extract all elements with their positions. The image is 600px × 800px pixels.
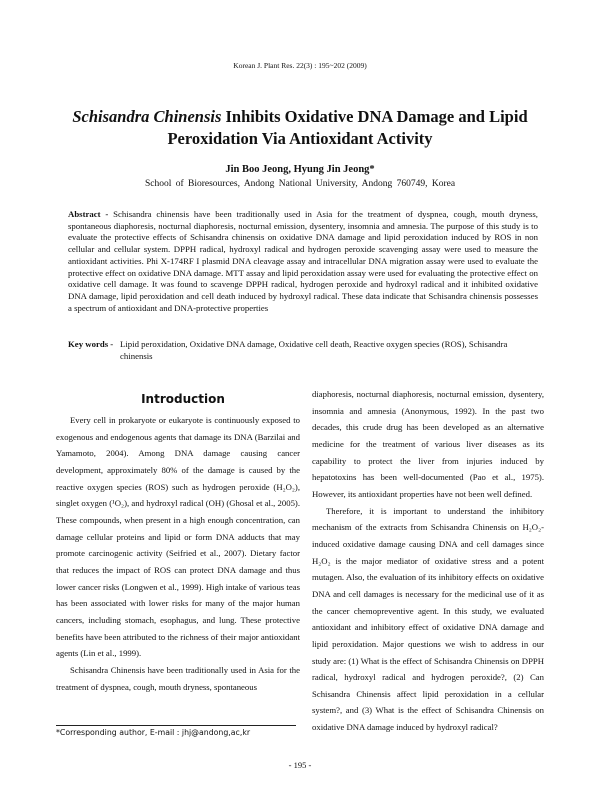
right-column — [312, 386, 544, 736]
left-paragraph: Every cell in prokaryote or eukaryote is continuously exposed to exogenous and endogenous agents that damage its DNA (Barzilai and Yamamoto, 2004). Among DNA damage causing cancer development, approximately 80% of the damage is caused by the reactive oxygen species (ROS) such as hydrogen peroxide (H₂O₂), singlet oxygen (¹O₂), and hydroxyl radical (OH) (Ghosal et al., 2005). These compounds, when present in a high enough concentration, can damage cellular proteins and lipid or form DNA adducts that may promote carcinogenic activity (Seifried et al., 2007). Dietary factor that reduces the impact of ROS can protect DNA damage and thus lower cancer risks (Longwen et al., 1999). High intake of various teas has been associated with lower risks for many of the major human cancers, including stomach, esophagus, and lung. These protective benefits have been attributed to the richness of their major antioxidant agents (Lin et al., 1999). — [56, 415, 300, 659]
title-rest: Inhibits Oxidative DNA Damage and Lipid Peroxidation Via Antioxidant Activity — [167, 107, 528, 148]
footnote: *Corresponding author, E-mail : jhj@andong,ac,kr — [56, 728, 251, 737]
left-paragraph: Schisandra Chinensis have been traditionally used in Asia for the treatment of dyspnea, cough, mouth dryness, spontaneous — [56, 664, 300, 692]
title-species: Schisandra Chinensis — [72, 107, 222, 126]
affiliation: School of Bioresources, Andong National University, Andong 760749, Korea — [144, 179, 456, 189]
paper-title — [40, 106, 560, 150]
introduction-heading: Introduction — [141, 392, 225, 406]
right-paragraph: diaphoresis, nocturnal diaphoresis, nocturnal emission, dysentery, insomnia and amnesia (Anonymous, 1992). In the past two decades, this crude drug has been developed as an alternative medicine for the treatment of various liver diseases as its capability to protect the liver from injuries induced by hepatotoxins has been well-documented (Pao et al., 1975). However, its antioxidant properties have not been well defined. — [312, 389, 544, 499]
journal-header: Korean J. Plant Res. 22(3) : 195~202 (2009) — [233, 61, 367, 70]
authors: Jin Boo Jeong, Hyung Jin Jeong* — [225, 164, 375, 175]
page-number: - 195 - — [288, 760, 312, 770]
abstract-body: Schisandra chinensis have been traditionally used in Asia for the treatment of dyspnea, cough, mouth dryness, spontaneous diaphoresis, nocturnal diaphoresis, nocturnal emission, dysentery, insomnia and amnesia. The purpose of this study is to evaluate the protective effects of Schisandra chinensis on oxidative DNA damage and lipid peroxidation induced by ROS in non cellular and cellular system. DPPH radical, hydroxyl radical and hydrogen peroxide scavenging assay were used to measure the antioxidant activities. Phi X-174RF I plasmid DNA cleavage assay and intracellular DNA migration assay were used to evaluate the protective effect on oxidative DNA damage. MTT assay and lipid peroxidation assay were used for evaluating the protective effect on oxidative cell damage. It was found to scavenge DPPH radical, hydrogen peroxide and hydroxyl radical and it inhibited oxidative DNA damage, lipid peroxidation and cell death induced by hydroxyl radical. These data indicate that Schisandra chinensis possesses a spectrum of antioxidant and DNA-protective properties — [68, 209, 538, 313]
abstract-label: Abstract - — [68, 209, 114, 219]
left-column — [56, 412, 300, 695]
abstract — [68, 209, 538, 314]
footnote-rule — [56, 725, 296, 726]
keywords-label: Key words - — [68, 339, 114, 349]
keywords — [68, 339, 538, 362]
right-paragraph: Therefore, it is important to understand the inhibitory mechanism of the extracts from Schisandra Chinensis on H₂O₂-induced oxidative damage causing DNA and cell damages since H₂O₂ is the major mediator of oxidative stress and a potent mutagen. Also, the evaluation of its inhibitory effects on oxidative DNA and cell damages is necessary for the medicinal use of it as the cancer chemopreventive agent. In this study, we evaluated antioxidant and inhibitory effect of oxidative DNA damage and lipid peroxidation. Major questions we wish to address in our study are: (1) What is the effect of Schisandra Chinensis on DPPH radical, hydroxyl radical and hydrogen peroxide?, (2) Can Schisandra Chinensis affect lipid peroxidation in a cellular system?, and (3) What is the effect of Schisandra Chinensis on oxidative DNA damage induced by hydroxyl radical? — [312, 505, 544, 733]
keywords-text: Lipid peroxidation, Oxidative DNA damage, Oxidative cell death, Reactive oxygen species (ROS), Schisandra chinensis — [120, 339, 508, 361]
